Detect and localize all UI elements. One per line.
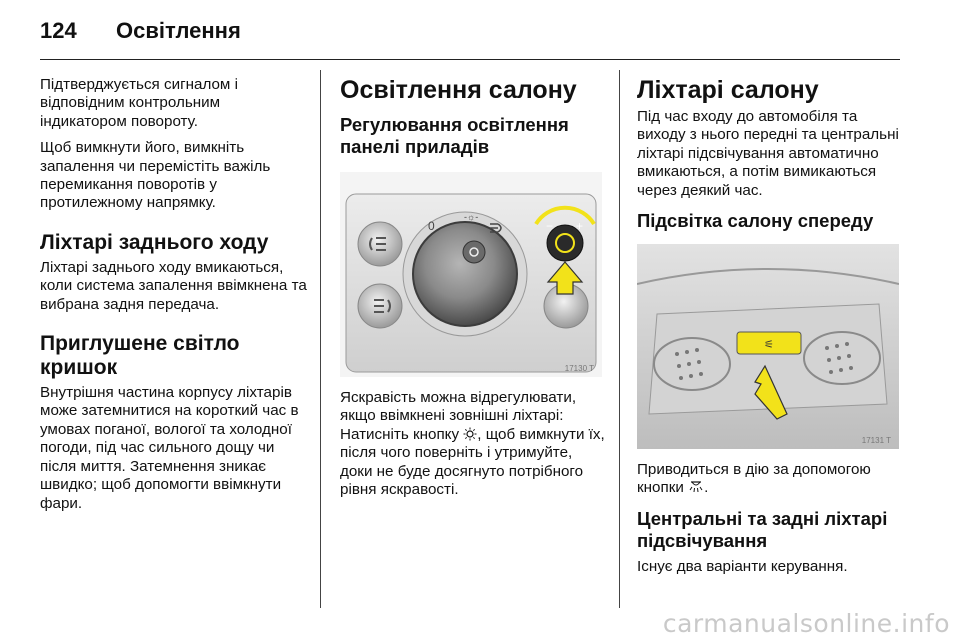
- instrument-illumination-heading: Регулювання освітлення панелі приладів: [340, 114, 569, 157]
- dimmer-knob-icon: [463, 427, 477, 441]
- svg-text:0: 0: [428, 219, 435, 233]
- column-right: [637, 76, 905, 584]
- svg-text:⚟: ⚟: [764, 338, 774, 352]
- figure-number-2: 17131 T: [861, 436, 891, 446]
- page-header: [0, 0, 960, 62]
- column-divider-1: [320, 70, 321, 608]
- fogged-covers-heading: Приглушене світло кришок: [40, 332, 240, 380]
- column-middle: [340, 76, 608, 507]
- rear-lights-text: Існує два варіанти керування.: [637, 557, 848, 575]
- reverse-lights-text: Ліхтарі заднього ходу вмикаються, коли система запалення ввімкнена та вибрана задня передача.: [40, 258, 307, 313]
- interior-light-icon: [688, 480, 704, 494]
- front-light-illustration: [637, 244, 899, 449]
- interior-lighting-heading: Освітлення салону: [340, 76, 577, 104]
- front-light-figure: [637, 244, 899, 449]
- front-light-text-part2: .: [704, 479, 709, 497]
- brightness-text-part1: Яскравість можна відрегулювати, якщо ввімкнені зовнішні ліхтарі: Натисніть кнопку: [340, 389, 577, 443]
- figure-number: 17130 T: [564, 364, 594, 373]
- header-divider: [40, 59, 900, 60]
- watermark: carmanualsonline.info: [662, 609, 950, 638]
- cabin-lights-heading: Ліхтарі салону: [637, 76, 819, 104]
- page-title: Освітлення: [116, 18, 241, 43]
- switch-off-text: Щоб вимкнути його, вимкніть запалення чи перемістіть важіль перемикання поворотів у протилежному напрямку.: [40, 139, 271, 212]
- brightness-instructions: [340, 389, 608, 499]
- reverse-lights-heading: Ліхтарі заднього ходу: [40, 230, 269, 254]
- cabin-lights-text: Під час входу до автомобіля та виходу з нього передні та центральні ліхтарі підсвічування автоматично вмикаються, а потім вимикаються через деякий час.: [637, 108, 899, 199]
- svg-text:-☼-: -☼-: [464, 212, 479, 222]
- column-divider-2: [619, 70, 620, 608]
- rear-lights-heading: Центральні та задні ліхтарі підсвічування: [637, 507, 888, 551]
- front-cabin-light-heading: Підсвітка салону спереду: [637, 210, 874, 232]
- svg-text:+: +: [576, 219, 584, 233]
- front-light-instructions: [637, 461, 905, 498]
- column-left: [40, 76, 308, 521]
- light-switch-figure: [340, 172, 602, 377]
- brightness-text-part2: , щоб вимкнути їх, після чого поверніть і утримуйте, доки не буде досягнуто потрібного рівня яскравості.: [340, 425, 605, 499]
- light-switch-illustration: [340, 172, 602, 377]
- page-number: 124: [40, 18, 77, 43]
- svg-text:−: −: [546, 219, 554, 233]
- front-light-text-part1: Приводиться в дію за допомогою кнопки: [637, 461, 871, 497]
- confirmation-text: Підтверджується сигналом і відповідним контрольним індикатором повороту.: [40, 76, 238, 130]
- fogged-covers-text: Внутрішня частина корпусу ліхтарів може затемнитися на короткий час в умовах поганої, вологої та холодної погоди, під час сильного дощу чи після миття. Затемнення зникає швидко; щоб допомогти ввімкнути фари.: [40, 384, 299, 512]
